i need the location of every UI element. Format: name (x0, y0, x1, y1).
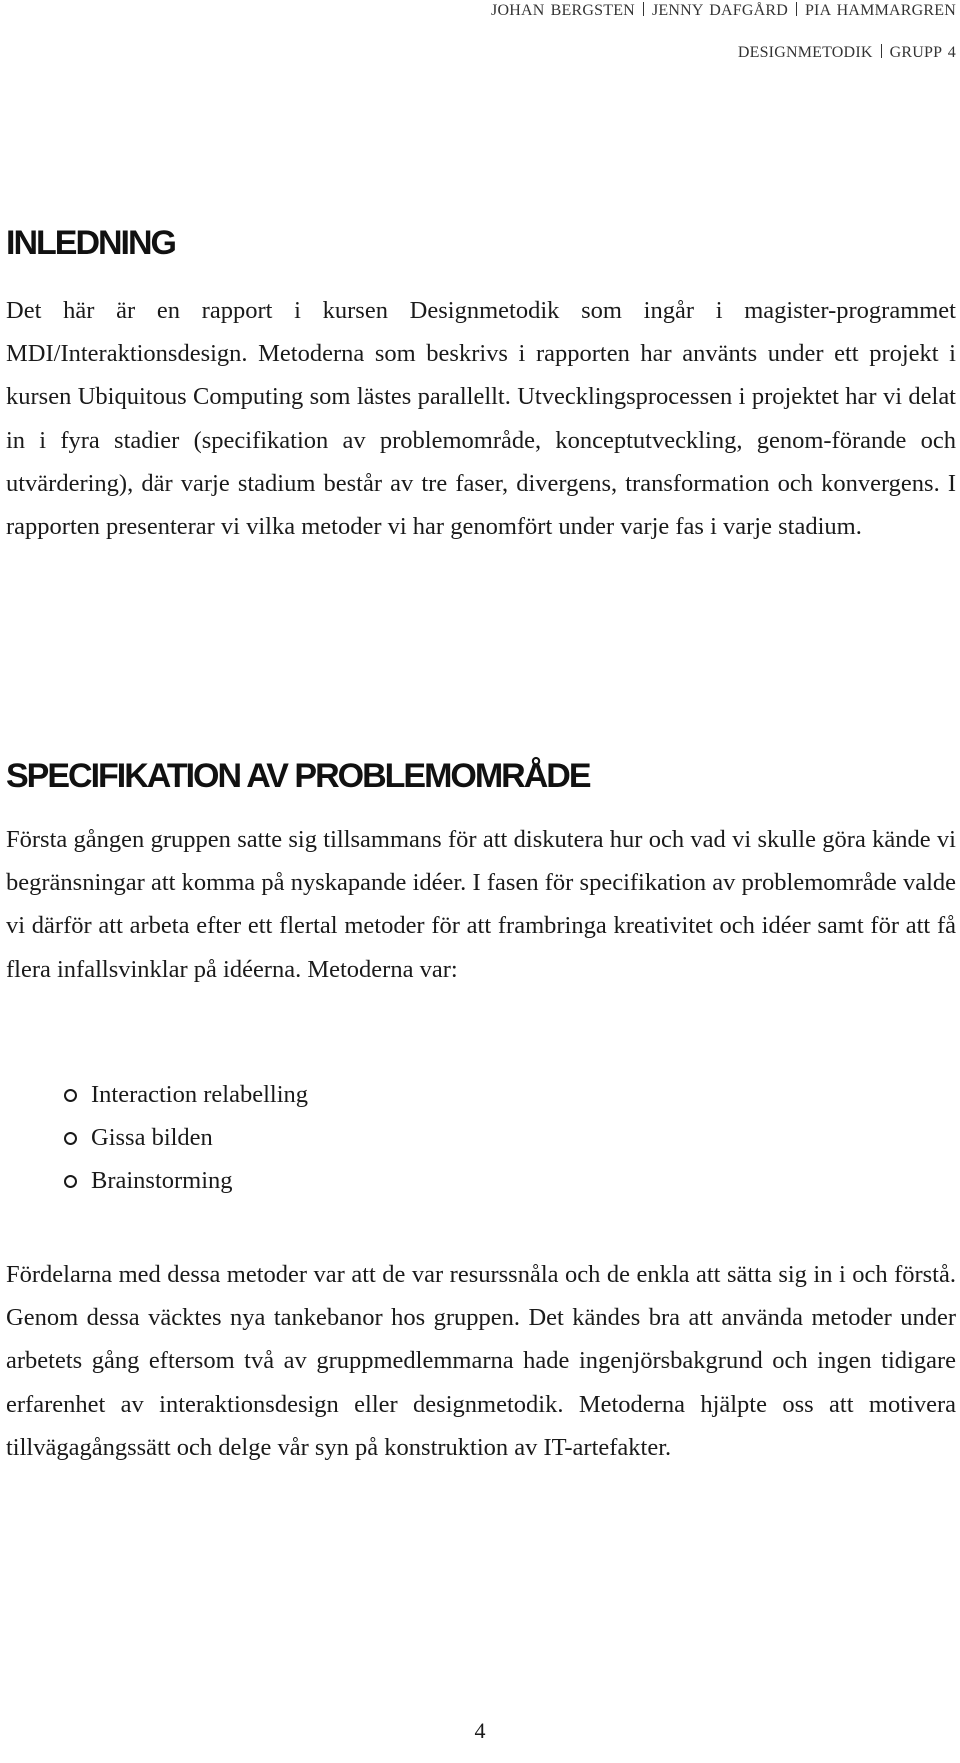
list-item (64, 1159, 308, 1202)
section-heading-inledning: INLEDNING (6, 224, 175, 262)
list-item (64, 1116, 308, 1159)
paragraph-specifikation-conclusion: Fördelarna med dessa metoder var att de var resurssnåla och de enkla att sätta sig in i och förstå. Genom dessa väcktes nya tankebanor hos gruppen. Det kändes bra att använda metoder under arbetets gång eftersom två av gruppmedlemmarna hade ingenjörsbakgrund och ingen tidigare erfarenhet av interaktionsdesign eller designmetodik. Metoderna hjälpte oss att motivera tillvägagångssätt och delge vår syn på konstruktion av IT-artefakter. (6, 1261, 956, 1461)
section-heading-specifikation: SPECIFIKATION AV PROBLEMOMRÅDE (6, 757, 590, 795)
circle-bullet-icon (64, 1089, 77, 1102)
methods-list (64, 1073, 308, 1202)
header-separator (881, 44, 882, 58)
header-author-2: JENNY DAFGÅRD (651, 2, 788, 19)
circle-bullet-icon (64, 1132, 77, 1145)
list-item (64, 1073, 308, 1116)
header-author-1: JOHAN BERGSTEN (491, 2, 635, 19)
header-group: GRUPP 4 (889, 44, 956, 61)
header-separator (643, 2, 644, 16)
header-course: DESIGNMETODIK (737, 44, 873, 61)
circle-bullet-icon (64, 1175, 77, 1188)
paragraph-inledning: Det här är en rapport i kursen Designmetodik som ingår i magister-programmet MDI/Interaktionsdesign. Metoderna som beskrivs i rapporten har använts under ett projekt i kursen Ubiquitous Computing som lästes parallellt. Utvecklingsprocessen i projektet har vi delat in i fyra stadier (specifikation av problemområde, konceptutveckling, genom-förande och utvärdering), där varje stadium består av tre faser, divergens, transformation och konvergens. I rapporten presenterar vi vilka metoder vi har genomfört under varje fas i varje stadium. (6, 297, 956, 541)
header-course-line (738, 44, 956, 62)
method-label: Brainstorming (91, 1167, 233, 1194)
header-author-3: PIA HAMMARGREN (804, 2, 956, 19)
header-separator (796, 2, 797, 16)
paragraph-specifikation-intro: Första gången gruppen satte sig tillsammans för att diskutera hur och vad vi skulle göra kände vi begränsningar att komma på nyskapande idéer. I fasen för specifikation av problemområde valde vi därför att arbeta efter ett flertal metoder för att frambringa kreativitet och idéer samt för att få flera infallsvinklar på idéerna. Metoderna var: (6, 826, 956, 983)
method-label: Interaction relabelling (91, 1081, 308, 1108)
page-number: 4 (474, 1718, 486, 1743)
header-authors (491, 2, 956, 20)
method-label: Gissa bilden (91, 1124, 213, 1151)
